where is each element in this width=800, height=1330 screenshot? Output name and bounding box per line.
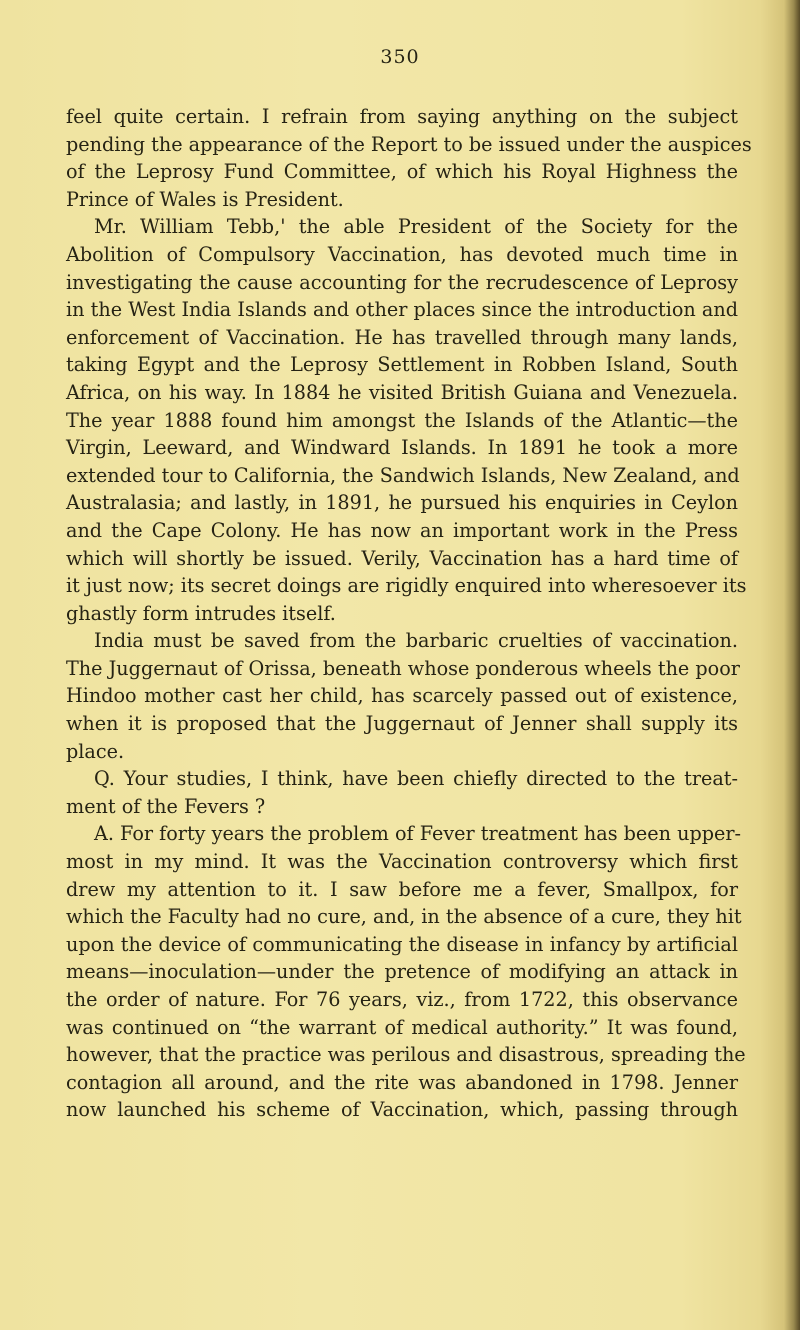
text-line: Mr. William Tebb,' the able President of the Society for the [94, 215, 738, 239]
text-line: means—inoculation—under the pretence of modifying an attack in [66, 960, 738, 984]
text-line: place. [66, 739, 125, 763]
text-line: which will shortly be issued. Verily, Vaccination has a hard time of [66, 546, 738, 570]
text-line: and the Cape Colony. He has now an important work in the Press [66, 518, 738, 542]
text-line: The year 1888 found him amongst the Islands of the Atlantic—the [66, 408, 738, 432]
text-line: now launched his scheme of Vaccination, which, passing through [66, 1098, 738, 1122]
text-line: drew my attention to it. I saw before me a fever, Smallpox, for [66, 877, 738, 901]
text-line: Hindoo mother cast her child, has scarcely passed out of existence, [66, 684, 738, 708]
text-line: investigating the cause accounting for the recrudescence of Leprosy [66, 270, 738, 294]
text-line: Virgin, Leeward, and Windward Islands. In 1891 he took a more [66, 436, 738, 460]
text-line: Prince of Wales is President. [66, 187, 344, 211]
text-line: Australasia; and lastly, in 1891, he pursued his enquiries in Ceylon [66, 491, 738, 515]
text-line: contagion all around, and the rite was abandoned in 1798. Jenner [66, 1070, 738, 1094]
text-line: most in my mind. It was the Vaccination controversy which first [66, 850, 738, 874]
text-line: when it is proposed that the Juggernaut of Jenner shall supply its [66, 712, 738, 736]
text-line: Q. Your studies, I think, have been chiefly directed to the treat- [94, 767, 738, 791]
text-line: feel quite certain. I refrain from saying anything on the subject [66, 105, 738, 128]
text-line: taking Egypt and the Leprosy Settlement in Robben Island, South [66, 353, 738, 377]
text-line: which the Faculty had no cure, and, in the absence of a cure, they hit [66, 905, 742, 929]
page-number: 350 [380, 46, 420, 68]
text-line: A. For forty years the problem of Fever treatment has been upper- [94, 822, 742, 846]
text-line: extended tour to California, the Sandwich Islands, New Zealand, and [66, 463, 740, 487]
text-line: however, that the practice was perilous and disastrous, spreading the [66, 1043, 746, 1067]
text-line: Abolition of Compulsory Vaccination, has devoted much time in [66, 242, 738, 266]
text-line: pending the appearance of the Report to be issued under the auspices [66, 132, 752, 156]
text-line: it just now; its secret doings are rigidly enquired into wheresoever its [66, 574, 747, 598]
page-edge-shadow [784, 0, 800, 1330]
text-line: enforcement of Vaccination. He has travelled through many lands, [66, 325, 738, 349]
text-line: ghastly form intrudes itself. [66, 601, 336, 625]
text-line: was continued on “the warrant of medical authority.” It was found, [66, 1015, 738, 1039]
text-line: of the Leprosy Fund Committee, of which his Royal Highness the [66, 160, 738, 184]
text-line: Africa, on his way. In 1884 he visited British Guiana and Venezuela. [66, 380, 738, 404]
text-line: upon the device of communicating the disease in infancy by artificial [66, 932, 738, 956]
text-line: The Juggernaut of Orissa, beneath whose ponderous wheels the poor [66, 656, 740, 680]
text-line: India must be saved from the barbaric cruelties of vaccination. [94, 629, 738, 653]
body-text [66, 103, 752, 1124]
text-line: the order of nature. For 76 years, viz., from 1722, this observance [66, 988, 738, 1011]
text-line: ment of the Fevers ? [66, 794, 266, 818]
text-line: in the West India Islands and other places since the introduction and [66, 298, 738, 322]
